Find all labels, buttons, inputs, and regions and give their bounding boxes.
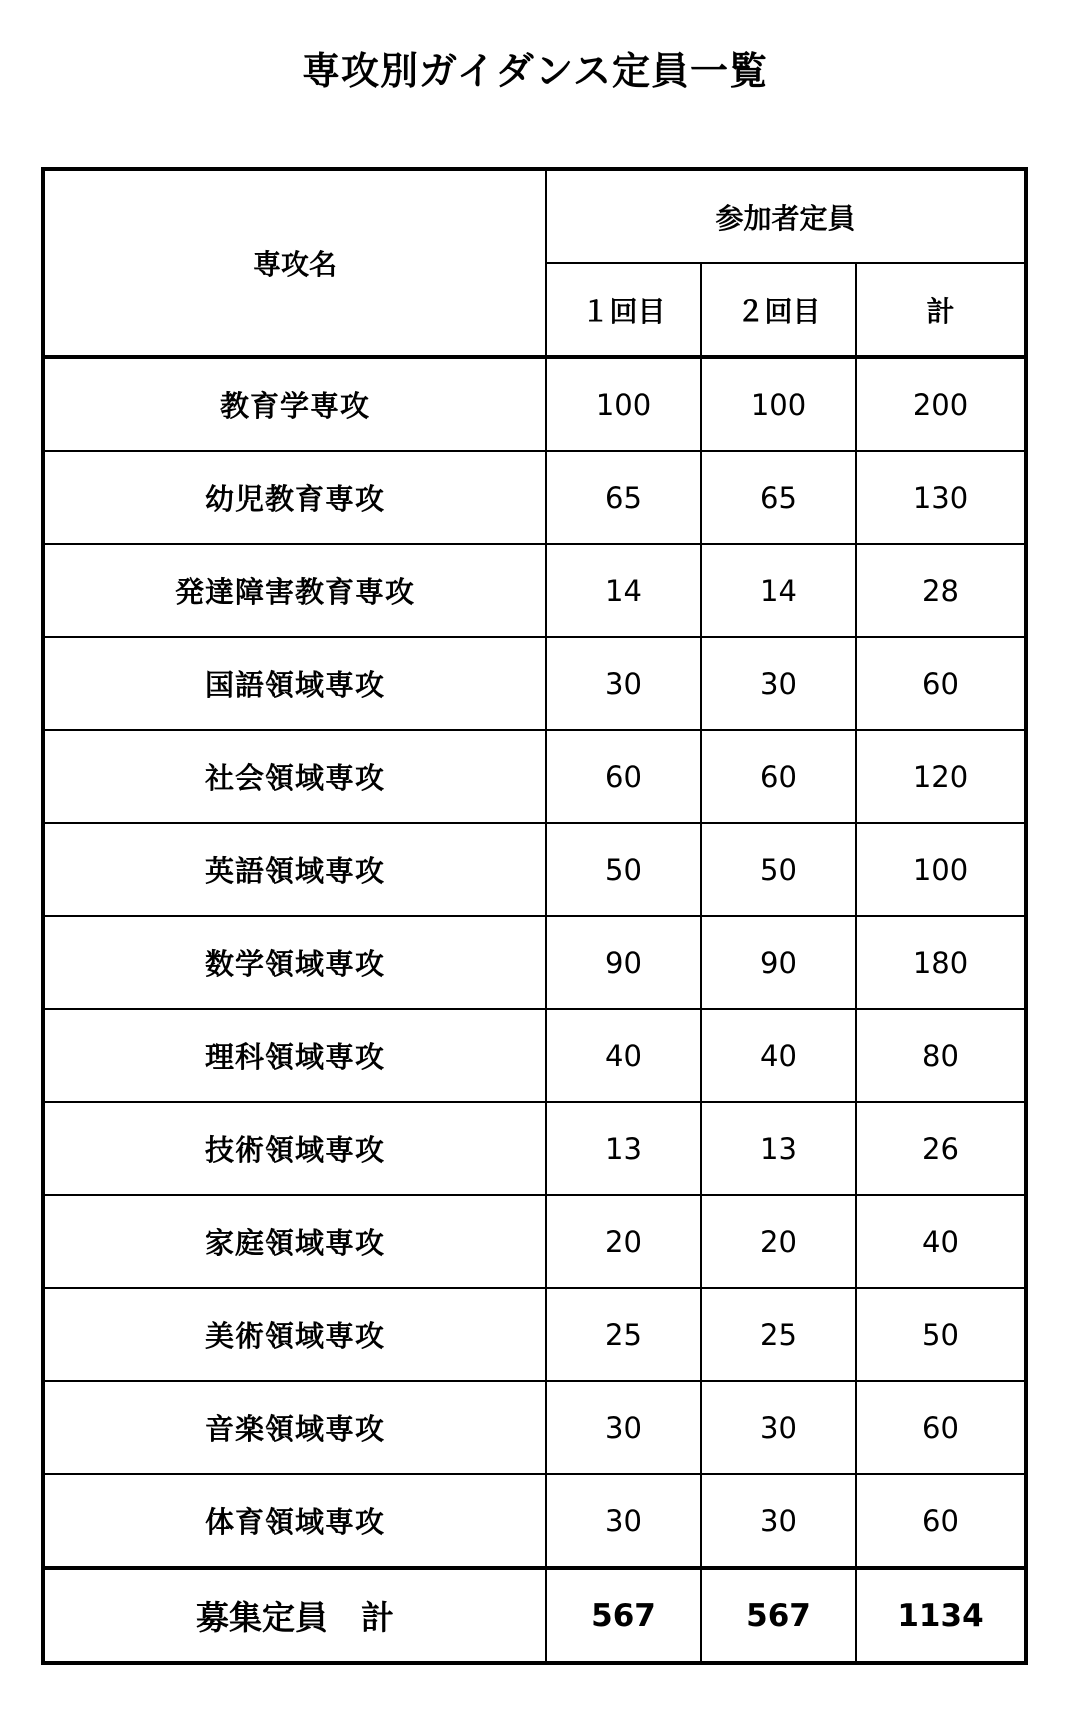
first-session-cell: 25 xyxy=(546,1288,701,1381)
total-row xyxy=(43,1568,1026,1663)
first-session-cell: 90 xyxy=(546,916,701,1009)
table-header xyxy=(43,169,1026,357)
table-row xyxy=(43,357,1026,451)
total-first-session-cell: 567 xyxy=(546,1568,701,1663)
table-row xyxy=(43,1381,1026,1474)
first-session-cell: 30 xyxy=(546,1474,701,1568)
second-session-cell: 30 xyxy=(701,637,856,730)
first-session-cell: 50 xyxy=(546,823,701,916)
table-row xyxy=(43,544,1026,637)
sum-cell: 200 xyxy=(856,357,1026,451)
first-session-cell: 20 xyxy=(546,1195,701,1288)
sum-cell: 180 xyxy=(856,916,1026,1009)
sum-cell: 100 xyxy=(856,823,1026,916)
major-name-cell: 国語領域専攻 xyxy=(43,637,546,730)
table-body xyxy=(43,357,1026,1663)
second-session-cell: 90 xyxy=(701,916,856,1009)
table-row xyxy=(43,730,1026,823)
table-row xyxy=(43,916,1026,1009)
first-session-cell: 30 xyxy=(546,1381,701,1474)
table-row xyxy=(43,1288,1026,1381)
second-session-cell: 40 xyxy=(701,1009,856,1102)
first-session-header: １回目 xyxy=(546,263,701,357)
sum-header: 計 xyxy=(856,263,1026,357)
sum-cell: 60 xyxy=(856,1381,1026,1474)
sum-cell: 26 xyxy=(856,1102,1026,1195)
second-session-cell: 50 xyxy=(701,823,856,916)
major-name-cell: 音楽領域専攻 xyxy=(43,1381,546,1474)
sum-cell: 80 xyxy=(856,1009,1026,1102)
first-session-cell: 30 xyxy=(546,637,701,730)
first-session-cell: 100 xyxy=(546,357,701,451)
major-name-cell: 英語領域専攻 xyxy=(43,823,546,916)
major-name-cell: 技術領域専攻 xyxy=(43,1102,546,1195)
major-name-cell: 体育領域専攻 xyxy=(43,1474,546,1568)
table-row xyxy=(43,1195,1026,1288)
first-session-cell: 65 xyxy=(546,451,701,544)
total-second-session-cell: 567 xyxy=(701,1568,856,1663)
table-row xyxy=(43,451,1026,544)
major-name-cell: 家庭領域専攻 xyxy=(43,1195,546,1288)
second-session-cell: 20 xyxy=(701,1195,856,1288)
page-title: 専攻別ガイダンス定員一覧 xyxy=(301,49,769,93)
table-row xyxy=(43,823,1026,916)
second-session-cell: 100 xyxy=(701,357,856,451)
second-session-cell: 30 xyxy=(701,1474,856,1568)
capacity-table xyxy=(41,167,1028,1665)
major-name-cell: 社会領域専攻 xyxy=(43,730,546,823)
second-session-cell: 14 xyxy=(701,544,856,637)
table-row xyxy=(43,1474,1026,1568)
major-name-cell: 発達障害教育専攻 xyxy=(43,544,546,637)
major-name-cell: 幼児教育専攻 xyxy=(43,451,546,544)
sum-cell: 60 xyxy=(856,1474,1026,1568)
first-session-cell: 60 xyxy=(546,730,701,823)
total-label-cell: 募集定員 計 xyxy=(43,1568,546,1663)
header-row-1 xyxy=(43,169,1026,263)
second-session-cell: 13 xyxy=(701,1102,856,1195)
major-name-cell: 美術領域専攻 xyxy=(43,1288,546,1381)
second-session-cell: 30 xyxy=(701,1381,856,1474)
second-session-cell: 65 xyxy=(701,451,856,544)
sum-cell: 60 xyxy=(856,637,1026,730)
sum-cell: 28 xyxy=(856,544,1026,637)
major-name-cell: 教育学専攻 xyxy=(43,357,546,451)
table-row xyxy=(43,1102,1026,1195)
second-session-header: ２回目 xyxy=(701,263,856,357)
major-name-cell: 理科領域専攻 xyxy=(43,1009,546,1102)
first-session-cell: 40 xyxy=(546,1009,701,1102)
table-row xyxy=(43,637,1026,730)
participant-capacity-header: 参加者定員 xyxy=(546,169,1026,263)
second-session-cell: 25 xyxy=(701,1288,856,1381)
sum-cell: 120 xyxy=(856,730,1026,823)
first-session-cell: 14 xyxy=(546,544,701,637)
sum-cell: 40 xyxy=(856,1195,1026,1288)
table-row xyxy=(43,1009,1026,1102)
first-session-cell: 13 xyxy=(546,1102,701,1195)
major-name-cell: 数学領域専攻 xyxy=(43,916,546,1009)
grand-total-cell: 1134 xyxy=(856,1568,1026,1663)
major-name-header: 専攻名 xyxy=(43,169,546,357)
sum-cell: 50 xyxy=(856,1288,1026,1381)
second-session-cell: 60 xyxy=(701,730,856,823)
sum-cell: 130 xyxy=(856,451,1026,544)
